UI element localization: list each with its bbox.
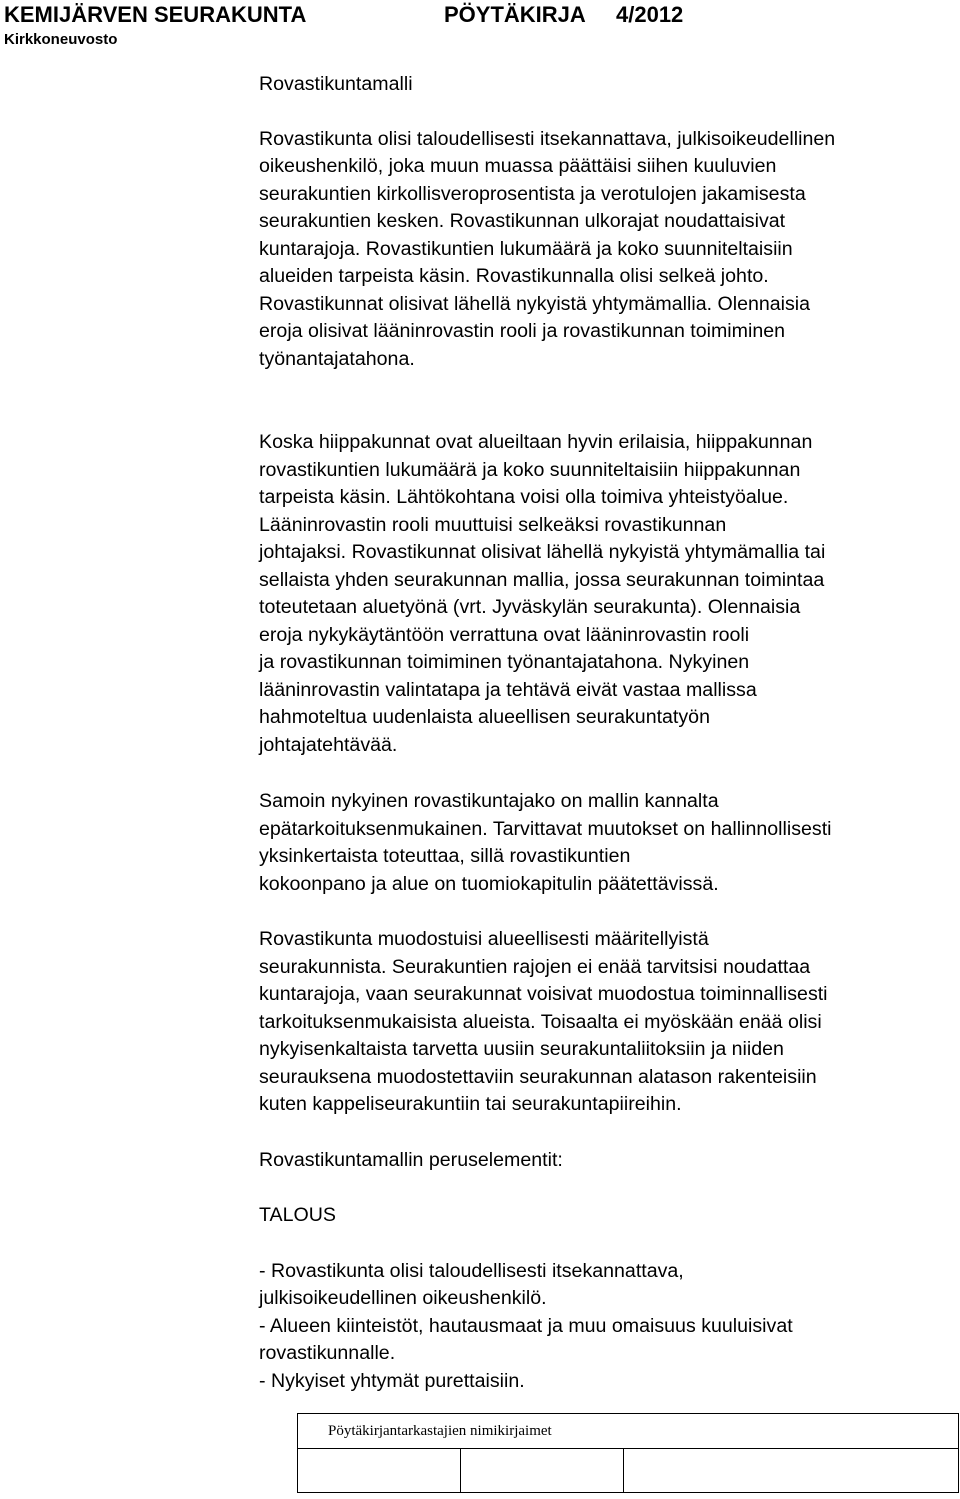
document-type: PÖYTÄKIRJA xyxy=(444,2,586,27)
list-item: rovastikunnalle. xyxy=(259,1342,396,1364)
text-line: Samoin nykyinen rovastikuntajako on mallin kannalta xyxy=(259,790,719,812)
text-line: seurauksena muodostettaviin seurakunnan alatason rakenteisiin xyxy=(259,1065,817,1088)
bullet-list xyxy=(259,1258,959,1396)
text-line: rovastikuntien lukumäärä ja koko suunniteltaisiin hiippakunnan xyxy=(259,458,801,481)
text-line: johtajatehtävää. xyxy=(259,733,398,756)
text-line: Rovastikunta muodostuisi alueellisesti määritellyistä xyxy=(259,928,709,950)
text-line: Rovastikunta olisi taloudellisesti itsekannattava, julkisoikeudellinen xyxy=(259,127,836,150)
text-line: oikeushenkilö, joka muun muassa päättäisi siihen kuuluvien xyxy=(259,155,777,177)
paragraph-3 xyxy=(259,788,959,898)
text-line: Rovastikunnat olisivat lähellä nykyistä yhtymämallia. Olennaisia xyxy=(259,292,811,315)
text-line: työnantajatahona. xyxy=(259,347,415,370)
section-heading: Rovastikuntamalli xyxy=(259,73,413,95)
organization-name: KEMIJÄRVEN SEURAKUNTA xyxy=(4,2,307,27)
text-line: Lääninrovastin rooli muuttuisi selkeäksi rovastikunnan xyxy=(259,513,727,536)
list-item: - Rovastikunta olisi taloudellisesti itsekannattava, xyxy=(259,1259,684,1282)
text-line: kuntarajoja, vaan seurakunnat voisivat muodostua toiminnallisesti xyxy=(259,983,828,1005)
text-line: kokoonpano ja alue on tuomiokapitulin päätettävissä. xyxy=(259,872,719,895)
signature-box xyxy=(297,1413,959,1493)
document-number: 4/2012 xyxy=(616,2,684,27)
text-line: Koska hiippakunnat ovat alueiltaan hyvin erilaisia, hiippakunnan xyxy=(259,431,813,453)
text-line: kuntarajoja. Rovastikuntien lukumäärä ja koko suunniteltaisiin xyxy=(259,237,793,260)
paragraph-2 xyxy=(259,429,959,759)
governing-body: Kirkkoneuvosto xyxy=(4,31,118,48)
signature-cell-1[interactable] xyxy=(298,1449,461,1493)
list-item: - Nykyiset yhtymät purettaisiin. xyxy=(259,1369,525,1392)
paragraph-4 xyxy=(259,926,959,1119)
page-header xyxy=(4,2,764,28)
text-line: nykyisenkaltaista tarvetta uusiin seurakuntaliitoksiin ja niiden xyxy=(259,1038,784,1060)
text-line: seurakuntien kirkollisveroprosentista ja verotulojen jakamisesta xyxy=(259,182,806,205)
text-line: lääninrovastin valintatapa ja tehtävä eivät vastaa mallissa xyxy=(259,678,757,701)
signature-cell-3[interactable] xyxy=(624,1449,959,1493)
subheading: Rovastikuntamallin peruselementit: xyxy=(259,1148,563,1171)
document-body xyxy=(259,71,959,1395)
signature-cell-2[interactable] xyxy=(461,1449,624,1493)
text-line: seurakunnista. Seurakuntien rajojen ei enää tarvitsisi noudattaa xyxy=(259,955,811,978)
text-line: alueiden tarpeista käsin. Rovastikunnalla olisi selkeä johto. xyxy=(259,265,769,287)
text-line: hahmoteltua uudenlaista alueellisen seurakuntatyön xyxy=(259,706,710,728)
text-line: ja rovastikunnan toimiminen työnantajatahona. Nykyinen xyxy=(259,651,750,673)
paragraph-1 xyxy=(259,126,959,374)
text-line: epätarkoituksenmukainen. Tarvittavat muutokset on hallinnollisesti xyxy=(259,817,832,840)
text-line: yksinkertaista toteuttaa, sillä rovastikuntien xyxy=(259,845,631,867)
text-line: kuten kappeliseurakuntiin tai seurakuntapiireihin. xyxy=(259,1093,682,1115)
text-line: toteutetaan aluetyönä (vrt. Jyväskylän seurakunta). Olennaisia xyxy=(259,596,801,618)
signature-label: Pöytäkirjantarkastajien nimikirjaimet xyxy=(298,1414,959,1449)
text-line: eroja olisivat lääninrovastin rooli ja rovastikunnan toimiminen xyxy=(259,320,786,342)
text-line: eroja nykykäytäntöön verrattuna ovat lääninrovastin rooli xyxy=(259,623,750,646)
list-item: julkisoikeudellinen oikeushenkilö. xyxy=(259,1287,547,1309)
text-line: johtajaksi. Rovastikunnat olisivat lähellä nykyistä yhtymämallia tai xyxy=(259,541,826,563)
text-line: tarpeista käsin. Lähtökohtana voisi olla toimiva yhteistyöalue. xyxy=(259,486,789,508)
section-title: TALOUS xyxy=(259,1204,336,1226)
text-line: seurakuntien kesken. Rovastikunnan ulkorajat noudattaisivat xyxy=(259,210,786,232)
text-line: sellaista yhden seurakunnan mallia, jossa seurakunnan toimintaa xyxy=(259,568,825,591)
text-line: tarkoituksenmukaisista alueista. Toisaalta ei myöskään enää olisi xyxy=(259,1010,822,1033)
list-item: - Alueen kiinteistöt, hautausmaat ja muu omaisuus kuuluisivat xyxy=(259,1314,793,1337)
